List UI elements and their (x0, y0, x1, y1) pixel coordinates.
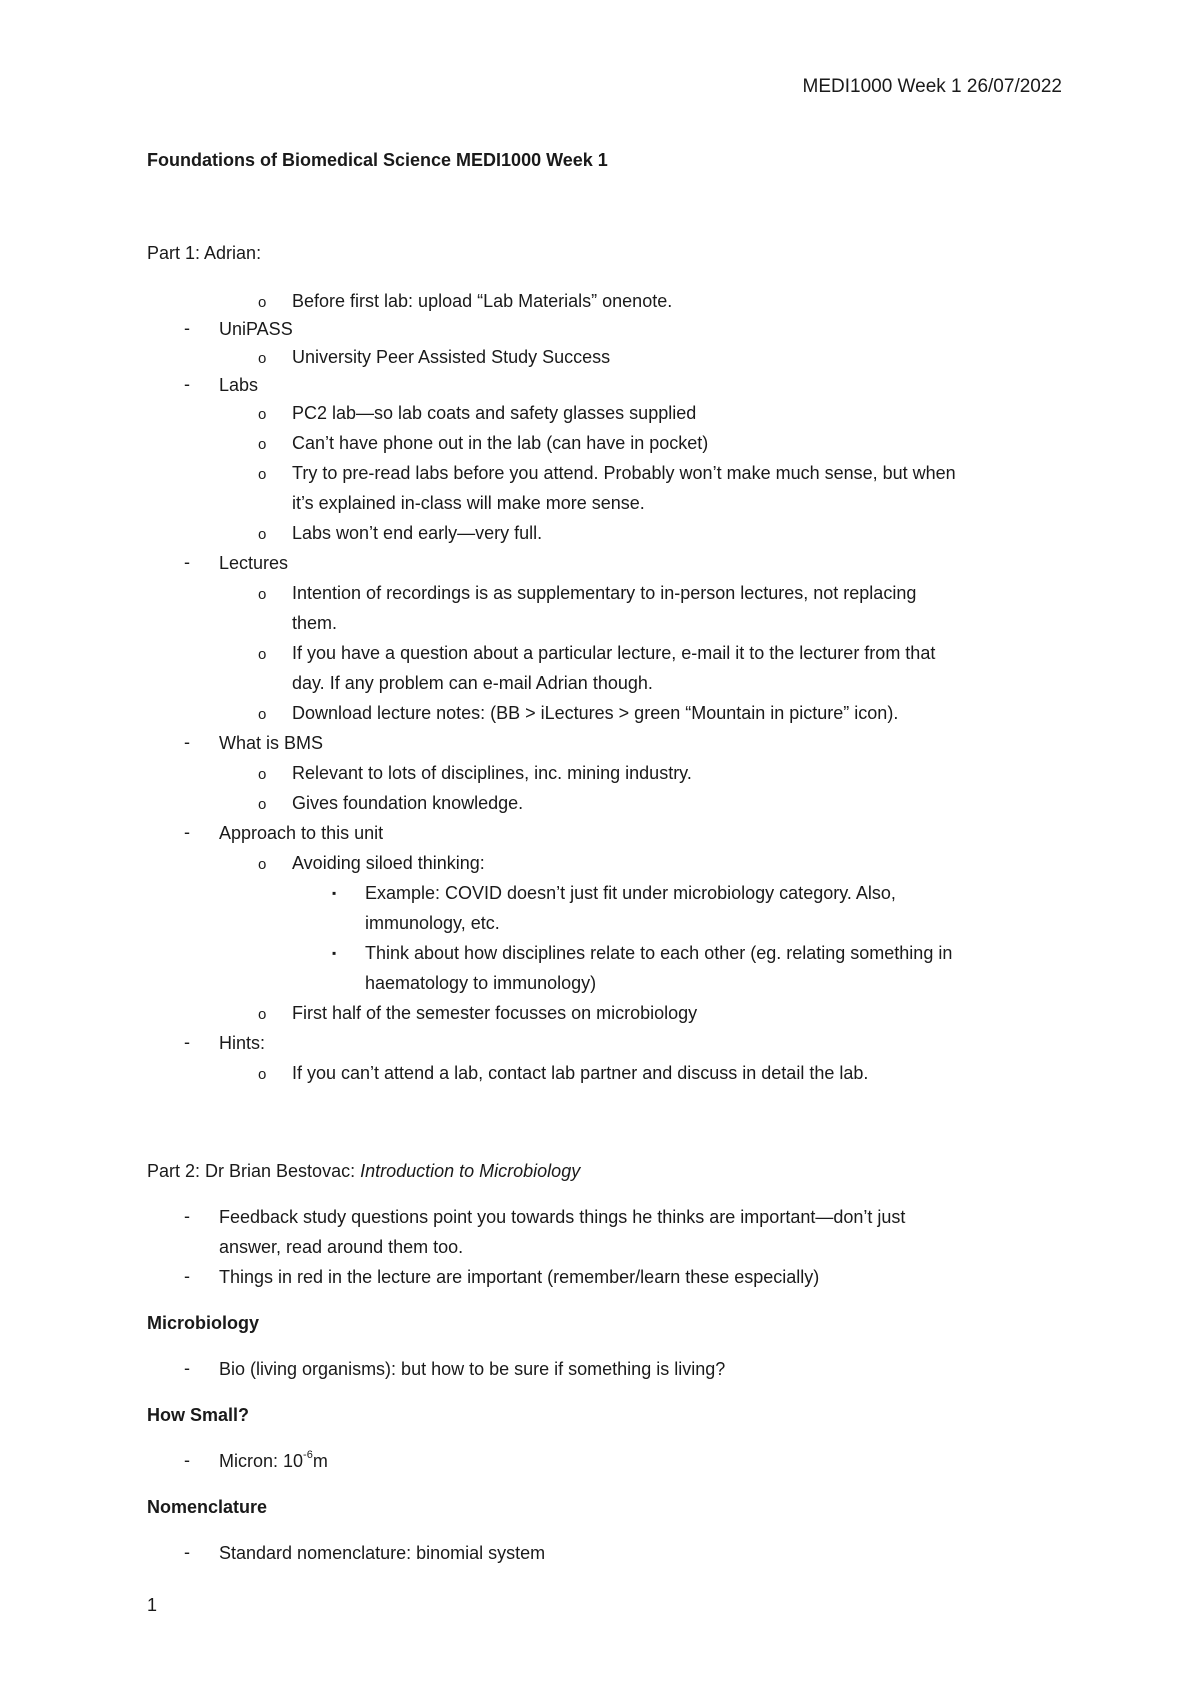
list-item-continuation: immunology, etc. (365, 913, 500, 933)
list-item: UniPASS (219, 319, 293, 339)
dash-bullet-icon: - (184, 822, 190, 842)
circle-bullet-icon: o (258, 350, 267, 367)
list-item: Labs (219, 375, 259, 395)
list-item: Relevant to lots of disciplines, inc. mining industry. (292, 763, 692, 783)
document-title: Foundations of Biomedical Science MEDI1000 Week 1 (147, 150, 608, 170)
section-heading-microbiology: Microbiology (147, 1313, 259, 1333)
micron-unit: m (312, 1451, 328, 1471)
list-item: Avoiding siloed thinking: (292, 853, 485, 873)
dash-bullet-icon: - (184, 318, 190, 338)
list-item: What is BMS (219, 733, 324, 753)
part1-heading: Part 1: Adrian: (147, 243, 262, 263)
list-item: If you have a question about a particular lecture, e-mail it to the lecturer from that (292, 643, 936, 663)
square-bullet-icon: ▪ (332, 946, 337, 960)
list-item: Labs won’t end early—very full. (292, 523, 543, 543)
dash-bullet-icon: - (184, 552, 190, 572)
list-item: Feedback study questions point you towards things he thinks are important—don’t just (219, 1207, 906, 1227)
micron-text: Micron: 10 (219, 1451, 304, 1471)
circle-bullet-icon: o (258, 646, 267, 663)
page-header: MEDI1000 Week 1 26/07/2022 (802, 76, 1062, 97)
section-heading-how-small: How Small? (147, 1405, 250, 1425)
section-heading-nomenclature: Nomenclature (147, 1497, 268, 1517)
page-number: 1 (147, 1595, 158, 1615)
list-item-continuation: it’s explained in-class will make more sense. (292, 493, 645, 513)
list-item: Lectures (219, 553, 289, 573)
circle-bullet-icon: o (258, 294, 267, 311)
list-item-continuation: day. If any problem can e-mail Adrian though. (292, 673, 653, 693)
list-item: Bio (living organisms): but how to be sure if something is living? (219, 1359, 726, 1379)
circle-bullet-icon: o (258, 436, 267, 453)
part2-heading-prefix: Part 2: Dr Brian Bestovac: (147, 1161, 361, 1181)
list-item: Before first lab: upload “Lab Materials” onenote. (292, 291, 673, 311)
circle-bullet-icon: o (258, 586, 267, 603)
list-item: Gives foundation knowledge. (292, 793, 524, 813)
dash-bullet-icon: - (184, 1032, 190, 1052)
list-item: Approach to this unit (219, 823, 384, 843)
list-item: Standard nomenclature: binomial system (219, 1543, 546, 1563)
list-item: Example: COVID doesn’t just fit under microbiology category. Also, (365, 883, 896, 903)
list-item: Hints: (219, 1033, 266, 1053)
list-item: PC2 lab—so lab coats and safety glasses supplied (292, 403, 697, 423)
list-item: Things in red in the lecture are important (remember/learn these especially) (219, 1267, 820, 1287)
list-item: Can’t have phone out in the lab (can have in pocket) (292, 433, 709, 453)
micron-exponent: -6 (303, 1449, 313, 1461)
circle-bullet-icon: o (258, 766, 267, 783)
circle-bullet-icon: o (258, 706, 267, 723)
part2-heading-topic: Introduction to Microbiology (360, 1161, 581, 1181)
list-item: Try to pre-read labs before you attend. Probably won’t make much sense, but when (292, 463, 956, 483)
dash-bullet-icon: - (184, 374, 190, 394)
list-item-continuation: haematology to immunology) (365, 973, 597, 993)
dash-bullet-icon: - (184, 1542, 190, 1562)
list-item: First half of the semester focusses on microbiology (292, 1003, 698, 1023)
dash-bullet-icon: - (184, 1206, 190, 1226)
list-item: Download lecture notes: (BB > iLectures > green “Mountain in picture” icon). (292, 703, 899, 723)
dash-bullet-icon: - (184, 1450, 190, 1470)
list-item: If you can’t attend a lab, contact lab partner and discuss in detail the lab. (292, 1063, 869, 1083)
circle-bullet-icon: o (258, 466, 267, 483)
circle-bullet-icon: o (258, 526, 267, 543)
circle-bullet-icon: o (258, 1006, 267, 1023)
list-item-continuation: answer, read around them too. (219, 1237, 464, 1257)
list-item-continuation: them. (292, 613, 338, 633)
circle-bullet-icon: o (258, 1066, 267, 1083)
circle-bullet-icon: o (258, 406, 267, 423)
circle-bullet-icon: o (258, 796, 267, 813)
dash-bullet-icon: - (184, 1358, 190, 1378)
square-bullet-icon: ▪ (332, 886, 337, 900)
list-item: Think about how disciplines relate to each other (eg. relating something in (365, 943, 953, 963)
list-item: University Peer Assisted Study Success (292, 347, 611, 367)
list-item (219, 1450, 328, 1472)
part2-heading (147, 1160, 580, 1182)
dash-bullet-icon: - (184, 1266, 190, 1286)
dash-bullet-icon: - (184, 732, 190, 752)
list-item: Intention of recordings is as supplementary to in-person lectures, not replacing (292, 583, 917, 603)
circle-bullet-icon: o (258, 856, 267, 873)
